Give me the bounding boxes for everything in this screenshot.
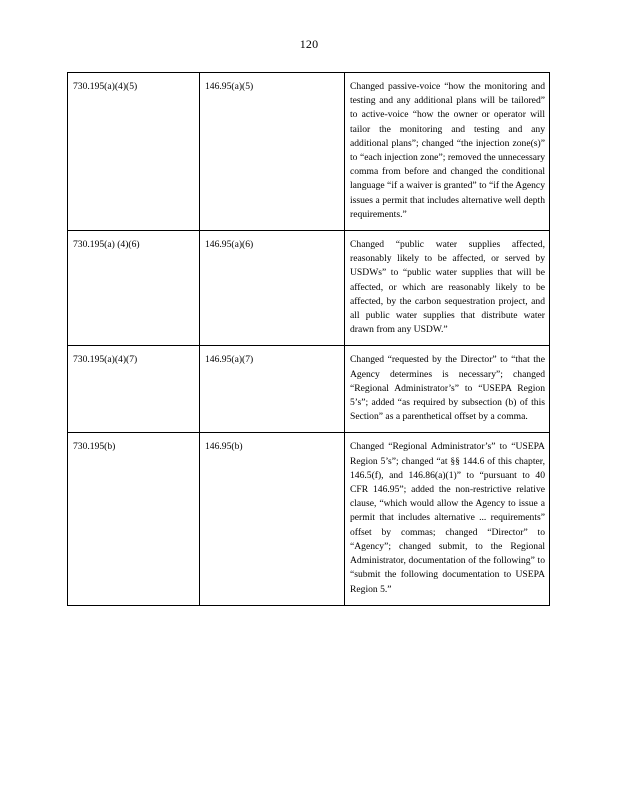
table-row: [68, 73, 550, 231]
section-cell: 730.195(a)(4)(5): [68, 73, 200, 231]
table-row: [68, 346, 550, 433]
rule-cell: 146.95(b): [200, 433, 345, 605]
rule-cell: 146.95(a)(7): [200, 346, 345, 433]
change-description-cell: Changed passive-voice “how the monitoring and testing and any additional plans will be tailored” to active-voice “how the owner or operator will tailor the monitoring and testing and any additional plans”; changed “the injection zone(s)” to “each injection zone”; removed the unnecessary comma from before and changed the conditional language “if a waiver is granted” to “if the Agency issues a permit that includes alternative well depth requirements.”: [345, 73, 550, 231]
section-cell: 730.195(a)(4)(7): [68, 346, 200, 433]
rule-cell: 146.95(a)(5): [200, 73, 345, 231]
change-description-cell: Changed “public water supplies affected, reasonably likely to be affected, or served by USDWs” to “public water supplies that will be affected, or which are reasonably likely to be affected, by the carbon sequestration project, and all public water supplies that distribute water drawn from any USDW.”: [345, 231, 550, 346]
comparison-table: [67, 72, 550, 606]
rule-cell: 146.95(a)(6): [200, 231, 345, 346]
section-cell: 730.195(a) (4)(6): [68, 231, 200, 346]
change-description-cell: Changed “requested by the Director” to “that the Agency determines is necessary”; changed “Regional Administrator’s” to “USEPA Region 5’s”; added “as required by subsection (b) of this Section” as a parenthetical offset by a comma.: [345, 346, 550, 433]
table-row: [68, 231, 550, 346]
section-cell: 730.195(b): [68, 433, 200, 605]
table-row: [68, 433, 550, 605]
page-number: 120: [299, 37, 319, 51]
change-description-cell: Changed “Regional Administrator’s” to “USEPA Region 5’s”; changed “at §§ 144.6 of this chapter, 146.5(f), and 146.86(a)(1)” to “pursuant to 40 CFR 146.95”; added the non-restrictive relative clause, “which would allow the Agency to issue a permit that includes alternative ... requirements” offset by commas; changed “Director” to “Agency”; changed submit, to the Regional Administrator, documentation of the following” to “submit the following documentation to USEPA Region 5.”: [345, 433, 550, 605]
